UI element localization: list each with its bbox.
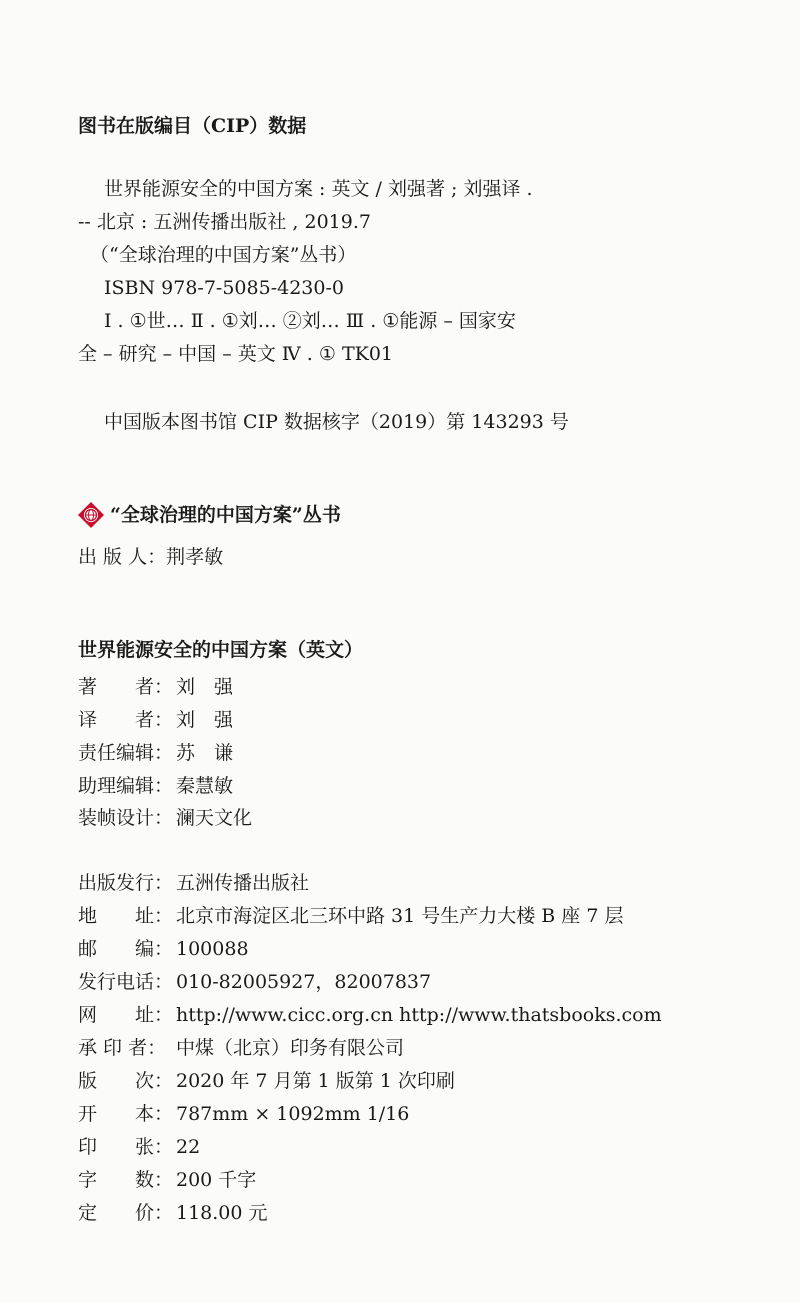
pub-label: 印 张： [78, 1136, 174, 1158]
cip-line: ISBN 978-7-5085-4230-0 [104, 277, 344, 299]
pub-row [78, 1135, 200, 1159]
book-title: 世界能源安全的中国方案（英文） [78, 639, 364, 661]
pub-row [78, 1036, 404, 1060]
credit-row [78, 708, 233, 732]
cip-heading: 图书在版编目（CIP）数据 [78, 115, 307, 137]
pub-value: 北京市海淀区北三环中路 31 号生产力大楼 B 座 7 层 [176, 905, 624, 927]
pub-value: 中煤（北京）印务有限公司 [176, 1037, 405, 1059]
pub-label: 地 址： [78, 905, 174, 927]
cip-line: Ⅰ . ①世… Ⅱ . ①刘… ②刘… Ⅲ . ①能源 – 国家安 [104, 310, 516, 332]
pub-label: 承 印 者： [78, 1037, 167, 1059]
pub-label: 出版发行： [78, 872, 174, 894]
pub-label: 定 价： [78, 1202, 174, 1224]
pub-value: 787mm × 1092mm 1/16 [176, 1103, 410, 1125]
credit-value: 刘 强 [176, 709, 234, 731]
credit-value: 秦慧敏 [176, 775, 234, 797]
pub-label: 版 次： [78, 1070, 174, 1092]
credit-row [78, 675, 233, 699]
pub-row [78, 1201, 268, 1225]
pub-value: 200 千字 [176, 1169, 257, 1191]
credit-label: 助理编辑： [78, 775, 174, 797]
series-logo-icon [78, 502, 104, 528]
credit-label: 著 者： [78, 676, 174, 698]
credit-row [78, 741, 233, 765]
pub-value: 010-82005927，82007837 [176, 971, 432, 993]
cip-line: -- 北京 : 五洲传播出版社 , 2019.7 [78, 211, 371, 233]
pub-row [78, 1102, 409, 1126]
pub-label: 网 址： [78, 1004, 174, 1026]
credit-row [78, 806, 252, 830]
pub-row [78, 970, 431, 994]
pub-value: 118.00 元 [176, 1202, 268, 1224]
publisher-label: 出 版 人： [78, 546, 167, 568]
publisher-value: 荆孝敏 [166, 546, 224, 568]
credit-label: 装帧设计： [78, 807, 174, 829]
pub-value: 2020 年 7 月第 1 版第 1 次印刷 [176, 1070, 455, 1092]
credit-value: 澜天文化 [176, 807, 253, 829]
cip-line: （“全球治理的中国方案”丛书） [90, 244, 357, 266]
pub-label: 发行电话： [78, 971, 174, 993]
pub-row [78, 1069, 455, 1093]
credit-value: 刘 强 [176, 676, 234, 698]
series-title: “全球治理的中国方案”丛书 [110, 504, 341, 526]
pub-label: 开 本： [78, 1103, 174, 1125]
credit-label: 责任编辑： [78, 742, 174, 764]
pub-label: 字 数： [78, 1169, 174, 1191]
pub-row [78, 904, 623, 928]
credit-value: 苏 谦 [176, 742, 234, 764]
publisher-row [78, 545, 223, 569]
pub-value: http://www.cicc.org.cn http://www.thatsbooks.com [176, 1004, 662, 1026]
pub-row [78, 1003, 662, 1027]
pub-row [78, 871, 309, 895]
cip-line: 世界能源安全的中国方案 : 英文 / 刘强著 ; 刘强译 . [104, 178, 533, 200]
pub-label: 邮 编： [78, 938, 174, 960]
credit-label: 译 者： [78, 709, 174, 731]
pub-row [78, 937, 249, 961]
pub-value: 100088 [176, 938, 249, 960]
pub-row [78, 1168, 256, 1192]
cip-record-number: 中国版本图书馆 CIP 数据核字（2019）第 143293 号 [104, 411, 569, 433]
pub-value: 22 [176, 1136, 201, 1158]
pub-value: 五洲传播出版社 [176, 872, 310, 894]
credit-row [78, 774, 233, 798]
cip-line: 全 – 研究 – 中国 – 英文 Ⅳ . ① TK01 [78, 343, 393, 365]
